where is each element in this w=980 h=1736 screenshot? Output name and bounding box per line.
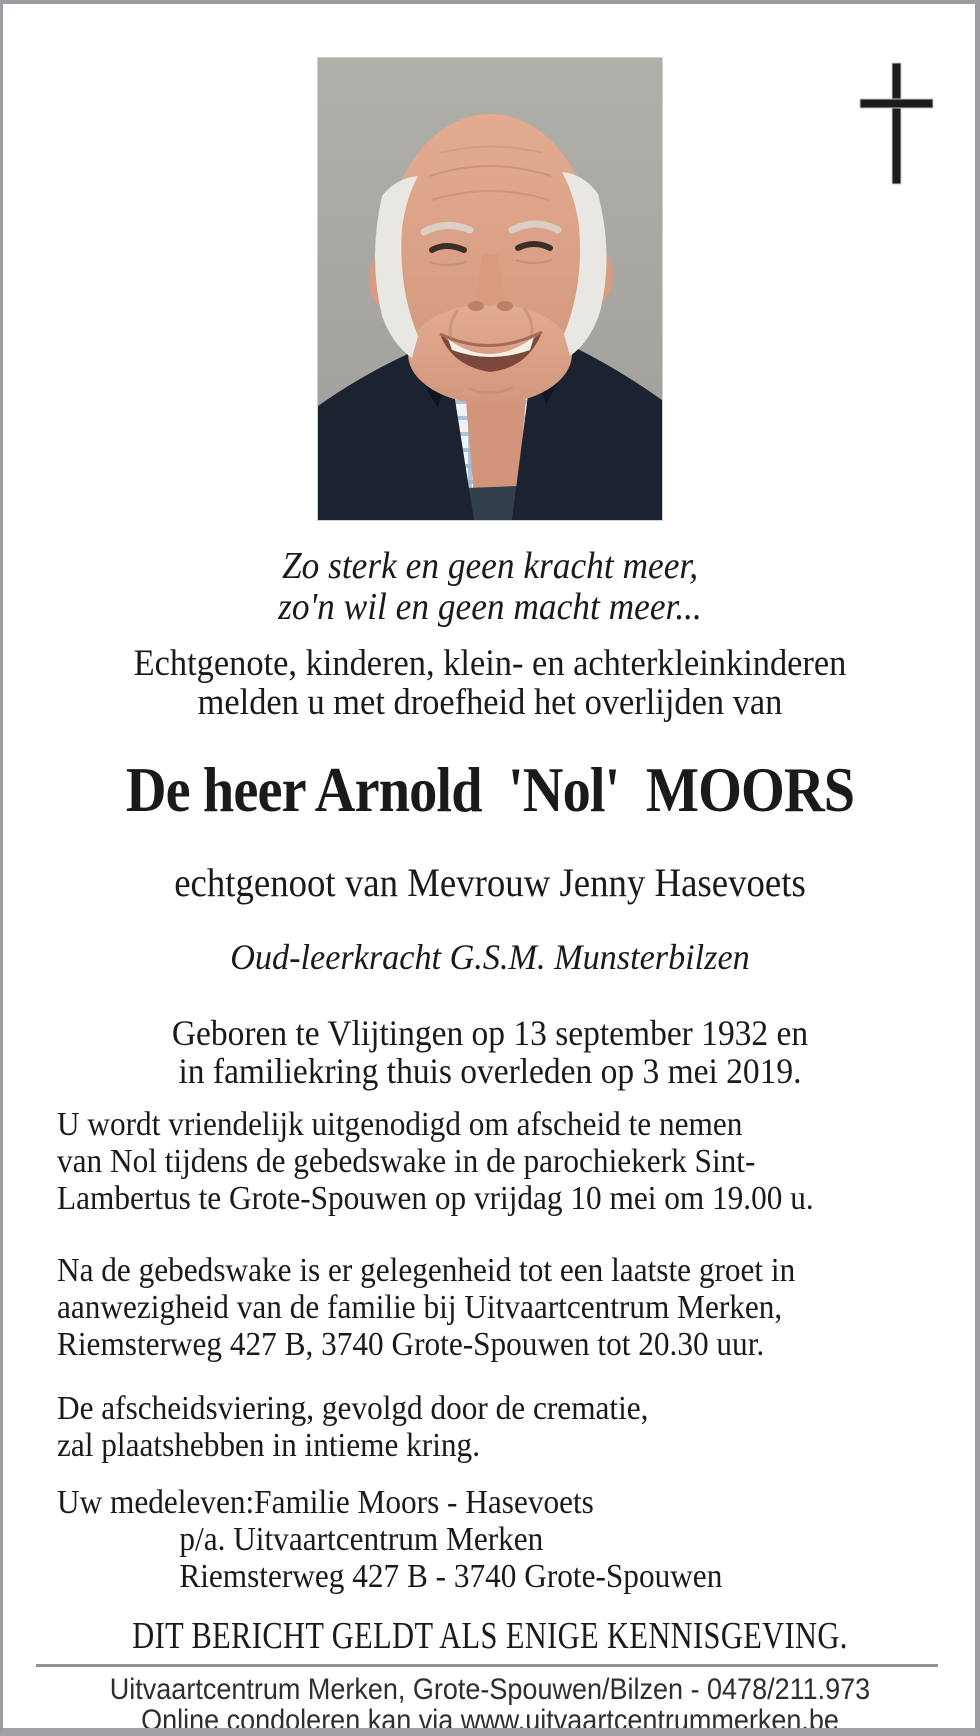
last-greeting-paragraph <box>57 1252 795 1363</box>
profession-line: Oud-leerkracht G.S.M. Munsterbilzen <box>230 937 750 977</box>
funeral-home-contact: Uitvaartcentrum Merken, Grote-Spouwen/Bilzen - 0478/211.973 <box>109 1673 871 1706</box>
sole-notification-notice: DIT BERICHT GELDT ALS ENIGE KENNISGEVING. <box>132 1615 848 1657</box>
birth-death-line: Geboren te Vlijtingen op 13 september 1932 en <box>171 1013 809 1053</box>
wake-line: van Nol tijdens de gebedswake in de parochiekerk Sint- <box>57 1143 756 1180</box>
latin-cross-icon <box>855 58 937 190</box>
wake-line: U wordt vriendelijk uitgenodigd om afscheid te nemen <box>57 1106 743 1143</box>
quote-line: zo'n wil en geen macht meer... <box>278 586 702 628</box>
announcement-line: Echtgenote, kinderen, klein- en achterkleinkinderen <box>133 643 847 684</box>
portrait-illustration <box>318 58 662 520</box>
wake-line: Lambertus te Grote-Spouwen op vrijdag 10 mei om 19.00 u. <box>57 1180 814 1217</box>
family-announcement <box>34 644 945 722</box>
opening-quote <box>34 546 945 628</box>
quote-line: Zo sterk en geen kracht meer, <box>281 545 699 587</box>
cremation-line: De afscheidsviering, gevolgd door de crematie, <box>57 1390 649 1427</box>
cremation-paragraph <box>57 1390 649 1464</box>
footer-divider <box>36 1664 938 1667</box>
cremation-line: zal plaatshebben in intieme kring. <box>57 1427 481 1464</box>
deceased-name: De heer Arnold 'Nol' MOORS <box>125 754 855 825</box>
condolence-line: Riemsterweg 427 B - 3740 Grote-Spouwen <box>179 1558 723 1595</box>
condolence-block <box>57 1484 722 1595</box>
condolence-line: p/a. Uitvaartcentrum Merken <box>179 1521 544 1558</box>
birth-death-line: in familiekring thuis overleden op 3 mei 2019. <box>178 1051 802 1091</box>
online-condolence-info: Online condoleren kan via www.uitvaartcentrummerken.be <box>141 1704 839 1736</box>
condolence-family: Familie Moors - Hasevoets <box>254 1484 594 1521</box>
last-greeting-line: aanwezigheid van de familie bij Uitvaartcentrum Merken, <box>57 1289 783 1326</box>
condolence-label: Uw medeleven: <box>57 1484 255 1521</box>
wake-paragraph <box>57 1106 814 1217</box>
announcement-line: melden u met droefheid het overlijden van <box>197 682 783 723</box>
birth-death-lines <box>34 1014 945 1090</box>
condolence-line <box>57 1484 722 1521</box>
last-greeting-line: Riemsterweg 427 B, 3740 Grote-Spouwen tot 20.30 uur. <box>57 1326 765 1363</box>
portrait-photo <box>318 58 662 520</box>
last-greeting-line: Na de gebedswake is er gelegenheid tot een laatste groet in <box>57 1252 796 1289</box>
funeral-home-footer <box>49 1674 931 1736</box>
spouse-line: echtgenoot van Mevrouw Jenny Hasevoets <box>174 860 806 905</box>
